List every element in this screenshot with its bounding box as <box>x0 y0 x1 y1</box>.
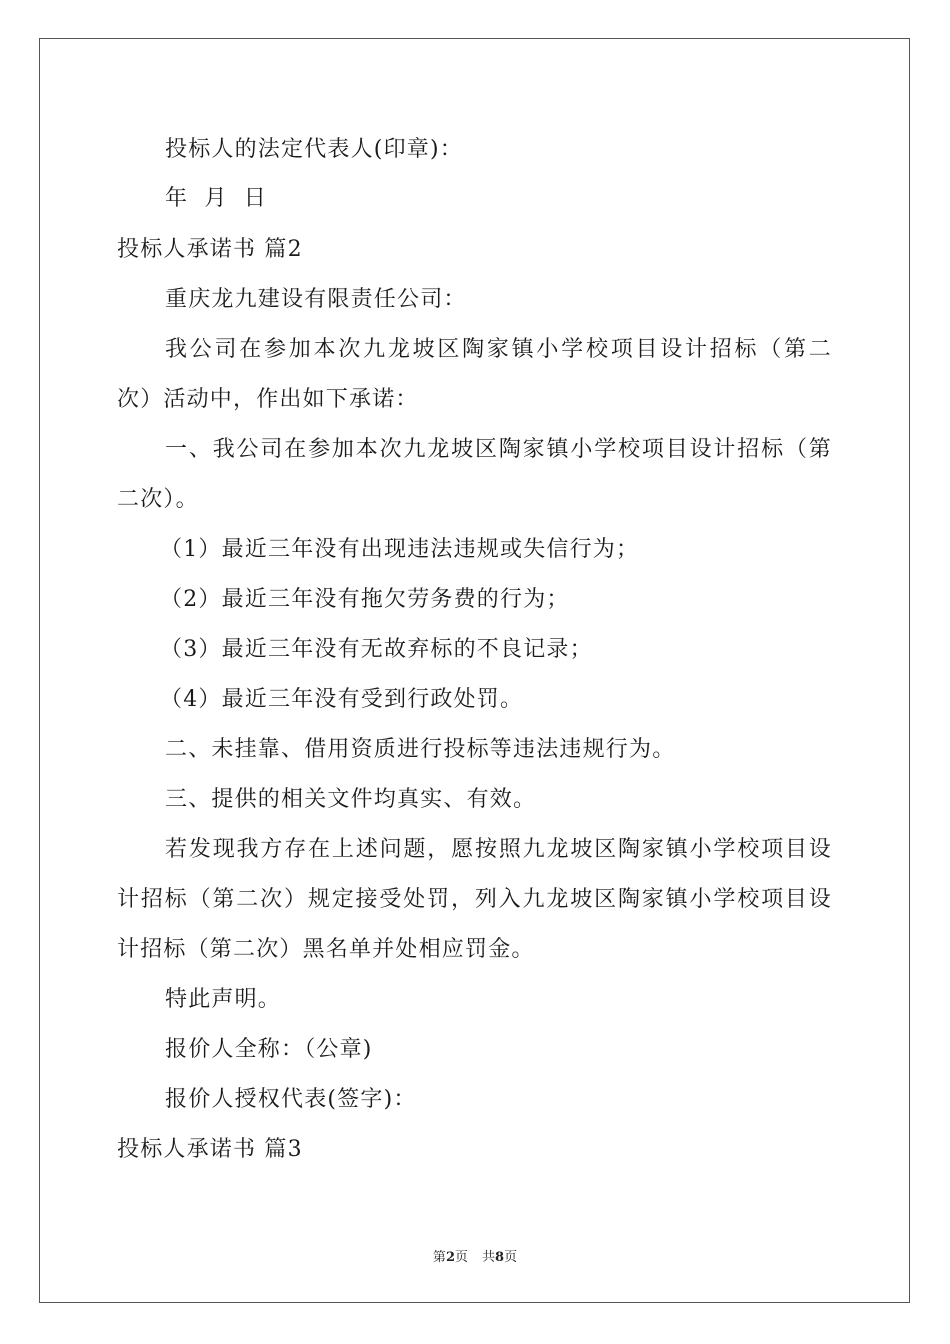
sub-item-4: （4）最近三年没有受到行政处罚。 <box>160 687 524 712</box>
sub-item-2: （2）最近三年没有拖欠劳务费的行为； <box>160 587 570 612</box>
legal-rep-seal-line: 投标人的法定代表人(印章)： <box>165 137 463 162</box>
penalty-paragraph-line-2: 计招标（第二次）规定接受处罚，列入九龙坡区陶家镇小学校项目设 <box>117 887 832 912</box>
page-number-footer <box>0 1250 950 1266</box>
total-suffix: 页 <box>504 1250 518 1265</box>
penalty-paragraph-line-3: 计招标（第二次）黑名单并处相应罚金。 <box>117 937 535 962</box>
section-heading-2: 投标人承诺书 篇2 <box>117 237 303 262</box>
paragraph-intro-line-2: 次）活动中，作出如下承诺： <box>117 387 419 412</box>
total-page-number: 8 <box>495 1250 505 1265</box>
current-page-number: 2 <box>445 1250 455 1265</box>
item-one-line-2: 二次）。 <box>117 487 199 512</box>
bidder-authorized-rep-line: 报价人授权代表(签字)： <box>165 1087 417 1112</box>
item-three: 三、提供的相关文件均真实、有效。 <box>165 787 537 812</box>
section-heading-3: 投标人承诺书 篇3 <box>117 1137 303 1162</box>
declaration: 特此声明。 <box>165 987 282 1012</box>
bidder-full-name-line: 报价人全称：（公章) <box>165 1037 373 1062</box>
item-two: 二、未挂靠、借用资质进行投标等违法违规行为。 <box>165 737 676 762</box>
penalty-paragraph-line-1: 若发现我方存在上述问题，愿按照九龙坡区陶家镇小学校项目设 <box>165 837 832 862</box>
date-line: 年 月 日 <box>165 186 267 211</box>
sub-item-3: （3）最近三年没有无故弃标的不良记录； <box>160 637 593 662</box>
addressee: 重庆龙九建设有限责任公司： <box>165 287 467 312</box>
sub-item-1: （1）最近三年没有出现违法违规或失信行为； <box>160 537 640 562</box>
page-prefix: 第 <box>432 1250 446 1265</box>
paragraph-intro-line-1: 我公司在参加本次九龙坡区陶家镇小学校项目设计招标（第二 <box>165 337 832 362</box>
total-prefix: 共 <box>482 1250 496 1265</box>
page-mid: 页 <box>454 1250 468 1265</box>
item-one-line-1: 一、我公司在参加本次九龙坡区陶家镇小学校项目设计招标（第 <box>165 437 832 462</box>
